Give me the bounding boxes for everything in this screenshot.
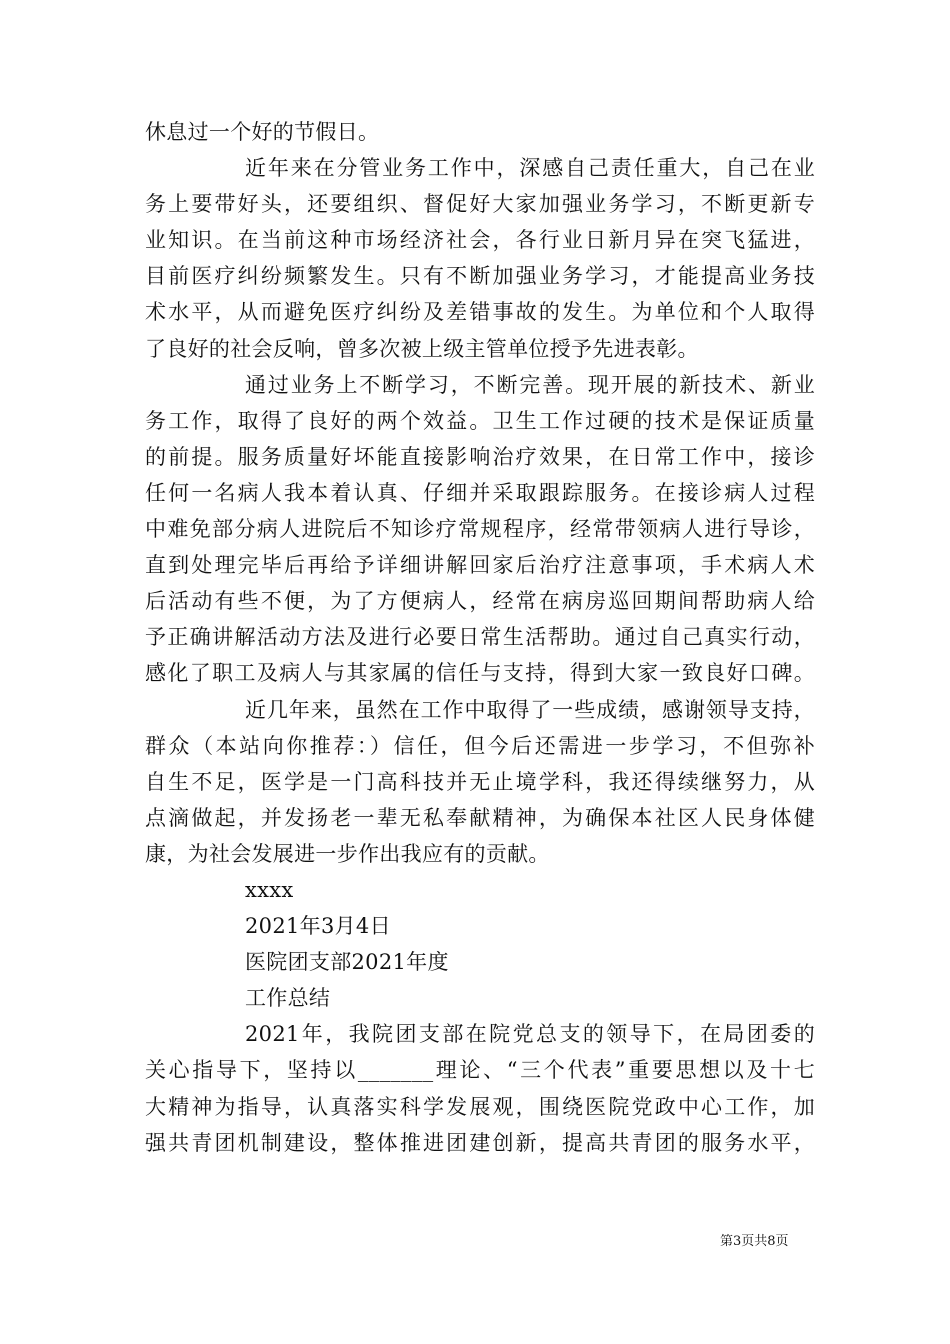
signature-date: 2021年3月4日 [245,914,391,939]
page-number-footer: 第3页共8页 [720,1234,789,1249]
text-line: 康，为社会发展进一步作出我应有的贡献。 [145,841,550,866]
text-line: 务工作，取得了良好的两个效益。卫生工作过硬的技术是保证质量 [145,408,815,433]
text-line: 自生不足，医学是一门高科技并无止境学科，我还得续继努力，从 [145,769,815,794]
text-line: 直到处理完毕后再给予详细讲解回家后治疗注意事项，手术病人术 [145,553,815,578]
text-line: 2021年，我院团支部在院党总支的领导下，在局团委的 [245,1022,815,1047]
text-line: 大精神为指导，认真落实科学发展观，围绕医院党政中心工作，加 [145,1094,815,1119]
text-line: 关心指导下，坚持以_______理论、“三个代表”重要思想以及十七 [145,1058,815,1083]
text-line: 近年来在分管业务工作中，深感自己责任重大，自己在业 [245,156,815,181]
section-subtitle: 工作总结 [245,986,331,1011]
text-line: 了良好的社会反响，曾多次被上级主管单位授予先进表彰。 [145,336,699,361]
text-line: 通过业务上不断学习，不断完善。现开展的新技术、新业 [245,372,815,397]
text-line: 强共青团机制建设，整体推进团建创新，提高共青团的服务水平， [145,1130,815,1155]
text-line: 予正确讲解活动方法及进行必要日常生活帮助。通过自己真实行动， [145,625,815,650]
signature-name: xxxx [245,877,294,902]
text-line: 感化了职工及病人与其家属的信任与支持，得到大家一致良好口碑。 [145,661,815,686]
text-line: 点滴做起，并发扬老一辈无私奉献精神，为确保本社区人民身体健 [145,805,815,830]
section-title: 医院团支部2021年度 [245,950,449,975]
text-line: 的前提。服务质量好坏能直接影响治疗效果，在日常工作中，接诊 [145,444,815,469]
text-line: 近几年来，虽然在工作中取得了一些成绩，感谢领导支持， [245,697,815,722]
document-body [145,114,815,1161]
text-line: 休息过一个好的节假日。 [145,120,380,144]
text-line: 业知识。在当前这种市场经济社会，各行业日新月异在突飞猛进， [145,228,815,253]
text-line: 术水平，从而避免医疗纠纷及差错事故的发生。为单位和个人取得 [145,300,815,325]
text-line: 群众（本站向你推荐：）信任，但今后还需进一步学习，不但弥补 [145,733,815,758]
text-line: 中难免部分病人进院后不知诊疗常规程序，经常带领病人进行导诊， [145,517,815,542]
text-line: 务上要带好头，还要组织、督促好大家加强业务学习，不断更新专 [145,192,815,217]
text-line: 任何一名病人我本着认真、仔细并采取跟踪服务。在接诊病人过程 [145,480,815,505]
text-line: 目前医疗纠纷频繁发生。只有不断加强业务学习，才能提高业务技 [145,264,815,289]
text-line: 后活动有些不便，为了方便病人，经常在病房巡回期间帮助病人给 [145,589,815,614]
